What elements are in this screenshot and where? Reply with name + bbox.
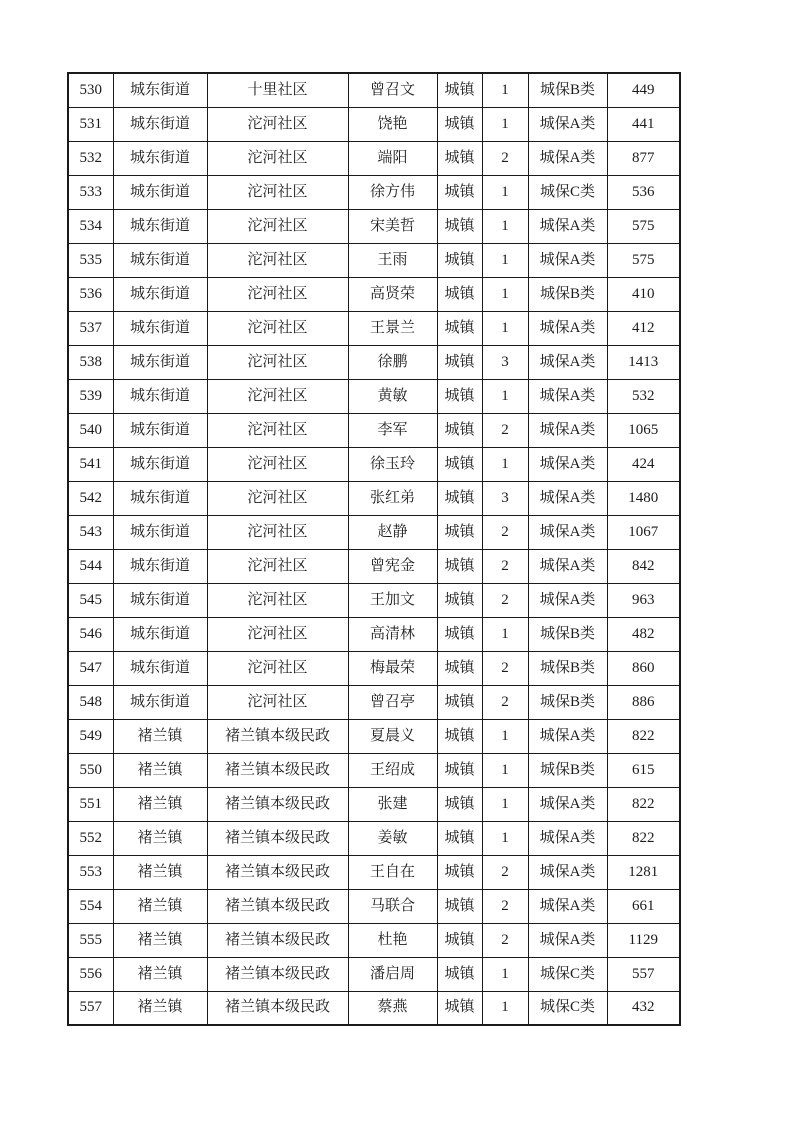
person-count-cell: 2: [482, 923, 528, 957]
amount-cell: 449: [607, 73, 680, 107]
community-cell: 褚兰镇本级民政: [207, 787, 348, 821]
residence-type-cell: 城镇: [437, 107, 482, 141]
name-cell: 宋美哲: [348, 209, 437, 243]
street-cell: 城东街道: [113, 549, 207, 583]
community-cell: 沱河社区: [207, 447, 348, 481]
category-cell: 城保A类: [528, 379, 607, 413]
serial-cell: 557: [68, 991, 113, 1025]
residence-type-cell: 城镇: [437, 583, 482, 617]
serial-cell: 533: [68, 175, 113, 209]
community-cell: 沱河社区: [207, 141, 348, 175]
street-cell: 褚兰镇: [113, 855, 207, 889]
name-cell: 潘启周: [348, 957, 437, 991]
category-cell: 城保A类: [528, 515, 607, 549]
serial-cell: 532: [68, 141, 113, 175]
person-count-cell: 1: [482, 447, 528, 481]
amount-cell: 1129: [607, 923, 680, 957]
person-count-cell: 2: [482, 549, 528, 583]
street-cell: 城东街道: [113, 243, 207, 277]
street-cell: 城东街道: [113, 379, 207, 413]
category-cell: 城保A类: [528, 583, 607, 617]
community-cell: 沱河社区: [207, 277, 348, 311]
amount-cell: 424: [607, 447, 680, 481]
person-count-cell: 1: [482, 107, 528, 141]
table-row: [68, 379, 680, 413]
street-cell: 城东街道: [113, 447, 207, 481]
person-count-cell: 2: [482, 855, 528, 889]
community-cell: 沱河社区: [207, 685, 348, 719]
table-row: [68, 719, 680, 753]
table-row: [68, 515, 680, 549]
table-row: [68, 73, 680, 107]
serial-cell: 546: [68, 617, 113, 651]
serial-cell: 542: [68, 481, 113, 515]
table-row: [68, 583, 680, 617]
residence-type-cell: 城镇: [437, 957, 482, 991]
serial-cell: 543: [68, 515, 113, 549]
amount-cell: 432: [607, 991, 680, 1025]
residence-type-cell: 城镇: [437, 787, 482, 821]
person-count-cell: 1: [482, 617, 528, 651]
category-cell: 城保A类: [528, 719, 607, 753]
residence-type-cell: 城镇: [437, 481, 482, 515]
community-cell: 褚兰镇本级民政: [207, 991, 348, 1025]
name-cell: 王加文: [348, 583, 437, 617]
category-cell: 城保A类: [528, 549, 607, 583]
name-cell: 高清林: [348, 617, 437, 651]
amount-cell: 822: [607, 719, 680, 753]
community-cell: 沱河社区: [207, 209, 348, 243]
residence-type-cell: 城镇: [437, 447, 482, 481]
community-cell: 沱河社区: [207, 651, 348, 685]
amount-cell: 822: [607, 821, 680, 855]
community-cell: 沱河社区: [207, 243, 348, 277]
community-cell: 沱河社区: [207, 617, 348, 651]
street-cell: 城东街道: [113, 651, 207, 685]
category-cell: 城保B类: [528, 753, 607, 787]
serial-cell: 553: [68, 855, 113, 889]
name-cell: 徐鹏: [348, 345, 437, 379]
name-cell: 黄敏: [348, 379, 437, 413]
table-row: [68, 855, 680, 889]
residence-type-cell: 城镇: [437, 923, 482, 957]
name-cell: 曾宪金: [348, 549, 437, 583]
serial-cell: 545: [68, 583, 113, 617]
name-cell: 高贤荣: [348, 277, 437, 311]
amount-cell: 557: [607, 957, 680, 991]
benefits-roster-table: [67, 72, 681, 1026]
serial-cell: 537: [68, 311, 113, 345]
community-cell: 褚兰镇本级民政: [207, 957, 348, 991]
name-cell: 徐玉玲: [348, 447, 437, 481]
amount-cell: 412: [607, 311, 680, 345]
community-cell: 十里社区: [207, 73, 348, 107]
serial-cell: 548: [68, 685, 113, 719]
person-count-cell: 2: [482, 651, 528, 685]
serial-cell: 539: [68, 379, 113, 413]
category-cell: 城保B类: [528, 73, 607, 107]
street-cell: 城东街道: [113, 141, 207, 175]
name-cell: 杜艳: [348, 923, 437, 957]
residence-type-cell: 城镇: [437, 73, 482, 107]
name-cell: 王绍成: [348, 753, 437, 787]
street-cell: 城东街道: [113, 311, 207, 345]
name-cell: 夏晨义: [348, 719, 437, 753]
serial-cell: 530: [68, 73, 113, 107]
residence-type-cell: 城镇: [437, 753, 482, 787]
table-row: [68, 277, 680, 311]
residence-type-cell: 城镇: [437, 311, 482, 345]
table-row: [68, 209, 680, 243]
category-cell: 城保B类: [528, 651, 607, 685]
residence-type-cell: 城镇: [437, 515, 482, 549]
serial-cell: 531: [68, 107, 113, 141]
community-cell: 沱河社区: [207, 515, 348, 549]
amount-cell: 822: [607, 787, 680, 821]
serial-cell: 552: [68, 821, 113, 855]
name-cell: 饶艳: [348, 107, 437, 141]
community-cell: 褚兰镇本级民政: [207, 923, 348, 957]
street-cell: 褚兰镇: [113, 991, 207, 1025]
community-cell: 沱河社区: [207, 379, 348, 413]
table-row: [68, 753, 680, 787]
street-cell: 城东街道: [113, 73, 207, 107]
residence-type-cell: 城镇: [437, 617, 482, 651]
category-cell: 城保A类: [528, 855, 607, 889]
amount-cell: 1067: [607, 515, 680, 549]
category-cell: 城保A类: [528, 821, 607, 855]
street-cell: 城东街道: [113, 345, 207, 379]
category-cell: 城保A类: [528, 889, 607, 923]
serial-cell: 549: [68, 719, 113, 753]
residence-type-cell: 城镇: [437, 277, 482, 311]
street-cell: 城东街道: [113, 685, 207, 719]
amount-cell: 877: [607, 141, 680, 175]
category-cell: 城保A类: [528, 787, 607, 821]
community-cell: 沱河社区: [207, 175, 348, 209]
category-cell: 城保A类: [528, 413, 607, 447]
serial-cell: 544: [68, 549, 113, 583]
community-cell: 褚兰镇本级民政: [207, 821, 348, 855]
table-row: [68, 107, 680, 141]
street-cell: 城东街道: [113, 175, 207, 209]
person-count-cell: 2: [482, 583, 528, 617]
community-cell: 褚兰镇本级民政: [207, 889, 348, 923]
category-cell: 城保B类: [528, 617, 607, 651]
category-cell: 城保A类: [528, 481, 607, 515]
amount-cell: 963: [607, 583, 680, 617]
name-cell: 王景兰: [348, 311, 437, 345]
amount-cell: 1065: [607, 413, 680, 447]
name-cell: 王自在: [348, 855, 437, 889]
person-count-cell: 1: [482, 243, 528, 277]
residence-type-cell: 城镇: [437, 379, 482, 413]
person-count-cell: 1: [482, 787, 528, 821]
table-row: [68, 787, 680, 821]
category-cell: 城保A类: [528, 107, 607, 141]
person-count-cell: 1: [482, 209, 528, 243]
table-row: [68, 243, 680, 277]
residence-type-cell: 城镇: [437, 175, 482, 209]
person-count-cell: 2: [482, 141, 528, 175]
residence-type-cell: 城镇: [437, 991, 482, 1025]
amount-cell: 575: [607, 209, 680, 243]
serial-cell: 541: [68, 447, 113, 481]
serial-cell: 534: [68, 209, 113, 243]
community-cell: 沱河社区: [207, 549, 348, 583]
category-cell: 城保B类: [528, 277, 607, 311]
street-cell: 城东街道: [113, 413, 207, 447]
person-count-cell: 1: [482, 821, 528, 855]
amount-cell: 886: [607, 685, 680, 719]
person-count-cell: 2: [482, 889, 528, 923]
person-count-cell: 1: [482, 719, 528, 753]
category-cell: 城保C类: [528, 175, 607, 209]
table-row: [68, 141, 680, 175]
amount-cell: 482: [607, 617, 680, 651]
category-cell: 城保A类: [528, 141, 607, 175]
amount-cell: 1413: [607, 345, 680, 379]
serial-cell: 555: [68, 923, 113, 957]
residence-type-cell: 城镇: [437, 651, 482, 685]
table-row: [68, 413, 680, 447]
residence-type-cell: 城镇: [437, 345, 482, 379]
name-cell: 端阳: [348, 141, 437, 175]
residence-type-cell: 城镇: [437, 719, 482, 753]
name-cell: 梅最荣: [348, 651, 437, 685]
name-cell: 张建: [348, 787, 437, 821]
person-count-cell: 1: [482, 311, 528, 345]
street-cell: 褚兰镇: [113, 889, 207, 923]
community-cell: 沱河社区: [207, 311, 348, 345]
table-row: [68, 889, 680, 923]
amount-cell: 441: [607, 107, 680, 141]
name-cell: 曾召文: [348, 73, 437, 107]
table-row: [68, 617, 680, 651]
community-cell: 沱河社区: [207, 107, 348, 141]
serial-cell: 554: [68, 889, 113, 923]
person-count-cell: 1: [482, 277, 528, 311]
name-cell: 张红弟: [348, 481, 437, 515]
table-row: [68, 651, 680, 685]
category-cell: 城保C类: [528, 991, 607, 1025]
residence-type-cell: 城镇: [437, 243, 482, 277]
name-cell: 王雨: [348, 243, 437, 277]
table-row: [68, 311, 680, 345]
table-row: [68, 175, 680, 209]
street-cell: 褚兰镇: [113, 821, 207, 855]
community-cell: 褚兰镇本级民政: [207, 719, 348, 753]
residence-type-cell: 城镇: [437, 141, 482, 175]
community-cell: 沱河社区: [207, 481, 348, 515]
serial-cell: 551: [68, 787, 113, 821]
amount-cell: 536: [607, 175, 680, 209]
person-count-cell: 1: [482, 175, 528, 209]
amount-cell: 615: [607, 753, 680, 787]
serial-cell: 550: [68, 753, 113, 787]
amount-cell: 532: [607, 379, 680, 413]
name-cell: 蔡燕: [348, 991, 437, 1025]
amount-cell: 860: [607, 651, 680, 685]
amount-cell: 1281: [607, 855, 680, 889]
table-row: [68, 821, 680, 855]
category-cell: 城保A类: [528, 345, 607, 379]
table-row: [68, 447, 680, 481]
amount-cell: 842: [607, 549, 680, 583]
street-cell: 城东街道: [113, 107, 207, 141]
table-row: [68, 923, 680, 957]
community-cell: 沱河社区: [207, 583, 348, 617]
person-count-cell: 1: [482, 379, 528, 413]
serial-cell: 536: [68, 277, 113, 311]
name-cell: 赵静: [348, 515, 437, 549]
serial-cell: 556: [68, 957, 113, 991]
amount-cell: 575: [607, 243, 680, 277]
residence-type-cell: 城镇: [437, 549, 482, 583]
serial-cell: 535: [68, 243, 113, 277]
amount-cell: 661: [607, 889, 680, 923]
person-count-cell: 1: [482, 753, 528, 787]
street-cell: 褚兰镇: [113, 719, 207, 753]
street-cell: 城东街道: [113, 277, 207, 311]
amount-cell: 1480: [607, 481, 680, 515]
name-cell: 曾召亭: [348, 685, 437, 719]
table-row: [68, 957, 680, 991]
name-cell: 李军: [348, 413, 437, 447]
person-count-cell: 2: [482, 515, 528, 549]
street-cell: 褚兰镇: [113, 923, 207, 957]
person-count-cell: 1: [482, 73, 528, 107]
residence-type-cell: 城镇: [437, 685, 482, 719]
residence-type-cell: 城镇: [437, 889, 482, 923]
community-cell: 褚兰镇本级民政: [207, 855, 348, 889]
category-cell: 城保B类: [528, 685, 607, 719]
table-row: [68, 991, 680, 1025]
residence-type-cell: 城镇: [437, 413, 482, 447]
person-count-cell: 2: [482, 685, 528, 719]
person-count-cell: 2: [482, 413, 528, 447]
category-cell: 城保A类: [528, 311, 607, 345]
person-count-cell: 1: [482, 991, 528, 1025]
category-cell: 城保A类: [528, 243, 607, 277]
name-cell: 姜敏: [348, 821, 437, 855]
residence-type-cell: 城镇: [437, 209, 482, 243]
street-cell: 城东街道: [113, 209, 207, 243]
street-cell: 褚兰镇: [113, 753, 207, 787]
category-cell: 城保A类: [528, 209, 607, 243]
table-row: [68, 685, 680, 719]
name-cell: 徐方伟: [348, 175, 437, 209]
category-cell: 城保A类: [528, 923, 607, 957]
table-row: [68, 481, 680, 515]
person-count-cell: 1: [482, 957, 528, 991]
person-count-cell: 3: [482, 481, 528, 515]
street-cell: 城东街道: [113, 515, 207, 549]
street-cell: 褚兰镇: [113, 957, 207, 991]
serial-cell: 538: [68, 345, 113, 379]
street-cell: 城东街道: [113, 481, 207, 515]
street-cell: 城东街道: [113, 583, 207, 617]
residence-type-cell: 城镇: [437, 855, 482, 889]
community-cell: 褚兰镇本级民政: [207, 753, 348, 787]
table-row: [68, 549, 680, 583]
community-cell: 沱河社区: [207, 345, 348, 379]
table-row: [68, 345, 680, 379]
category-cell: 城保C类: [528, 957, 607, 991]
residence-type-cell: 城镇: [437, 821, 482, 855]
category-cell: 城保A类: [528, 447, 607, 481]
community-cell: 沱河社区: [207, 413, 348, 447]
name-cell: 马联合: [348, 889, 437, 923]
street-cell: 城东街道: [113, 617, 207, 651]
person-count-cell: 3: [482, 345, 528, 379]
serial-cell: 540: [68, 413, 113, 447]
serial-cell: 547: [68, 651, 113, 685]
street-cell: 褚兰镇: [113, 787, 207, 821]
amount-cell: 410: [607, 277, 680, 311]
